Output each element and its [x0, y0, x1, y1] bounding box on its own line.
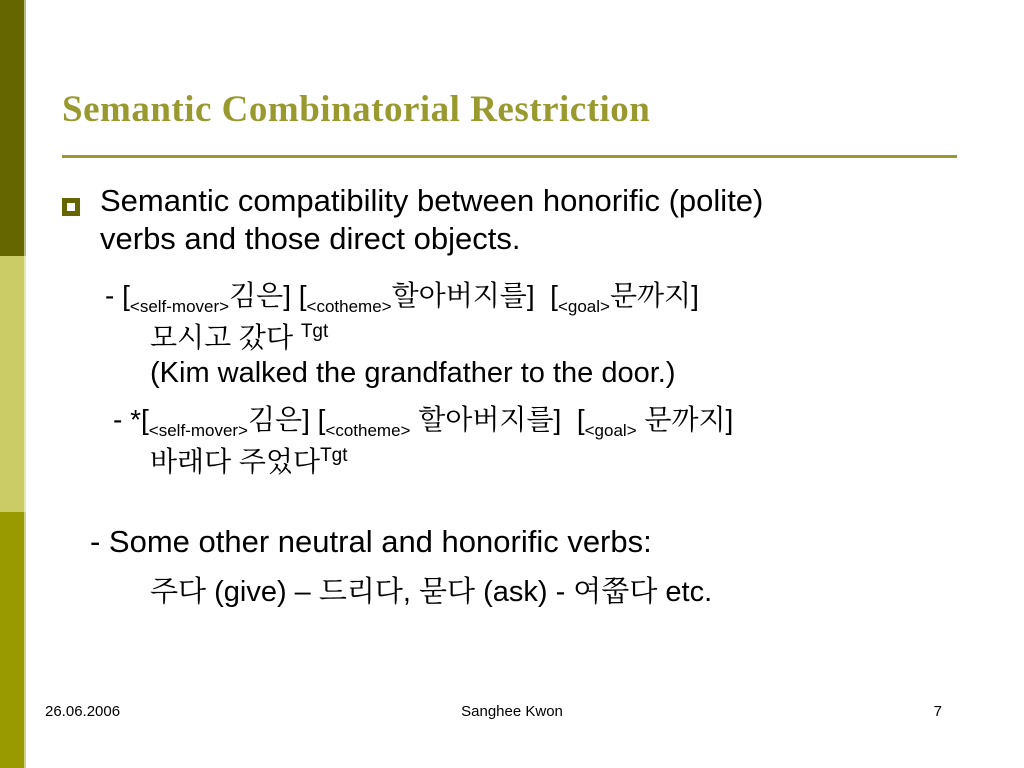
- korean-text: 할아버지를] [: [410, 404, 585, 435]
- target-superscript: Tgt: [300, 321, 329, 342]
- neutral-verbs-header: - Some other neutral and honorific verbs:: [90, 524, 652, 559]
- korean-text: 문까지]: [609, 280, 699, 311]
- footer-author: Sanghee Kwon: [461, 703, 563, 720]
- semantic-tag-goal: <goal>: [557, 297, 610, 316]
- korean-text: 김은] [: [229, 280, 307, 311]
- semantic-tag-goal: <goal>: [584, 421, 637, 440]
- korean-text: 김은] [: [247, 404, 326, 435]
- title-underline-rule: [62, 155, 957, 158]
- bullet-text-line-1: Semantic compatibility between honorific (polite): [100, 183, 764, 218]
- korean-text: 모시고 갔다: [150, 322, 301, 353]
- footer-page-number: 7: [933, 703, 942, 720]
- footer-date: 26.06.2006: [45, 703, 121, 720]
- semantic-tag-self-mover: <self-mover>: [148, 421, 248, 440]
- slide-title: Semantic Combinatorial Restriction: [62, 89, 651, 130]
- left-accent-bar: [0, 0, 26, 768]
- example-1-verb-line: [150, 316, 328, 356]
- frame-text: - [: [105, 280, 130, 311]
- korean-text: 문까지]: [636, 404, 734, 435]
- target-superscript: Tgt: [320, 445, 348, 466]
- accent-segment-medium: [0, 512, 26, 768]
- bullet-text-line-2: verbs and those direct objects.: [100, 221, 521, 256]
- semantic-tag-self-mover: <self-mover>: [129, 297, 230, 316]
- semantic-tag-cotheme: <cotheme>: [325, 421, 411, 440]
- bullet-item-text: [100, 182, 980, 258]
- example-1-translation-line: (Kim walked the grandfather to the door.): [150, 357, 676, 389]
- bullet-square-icon: [62, 198, 80, 216]
- frame-text: - *[: [113, 404, 149, 435]
- example-2-frame-line: [113, 398, 733, 438]
- semantic-tag-cotheme: <cotheme>: [306, 297, 392, 316]
- accent-bar-highlight-edge: [24, 0, 26, 768]
- korean-text: 바래다 주었다: [150, 446, 321, 477]
- example-2-verb-line: [150, 440, 348, 480]
- korean-text: 할아버지를] [: [391, 280, 558, 311]
- accent-segment-light: [0, 256, 26, 512]
- example-1-frame-line: [105, 274, 699, 314]
- accent-segment-dark: [0, 0, 26, 256]
- neutral-verbs-examples-line: 주다 (give) – 드리다, 묻다 (ask) - 여쭙다 etc.: [150, 576, 713, 608]
